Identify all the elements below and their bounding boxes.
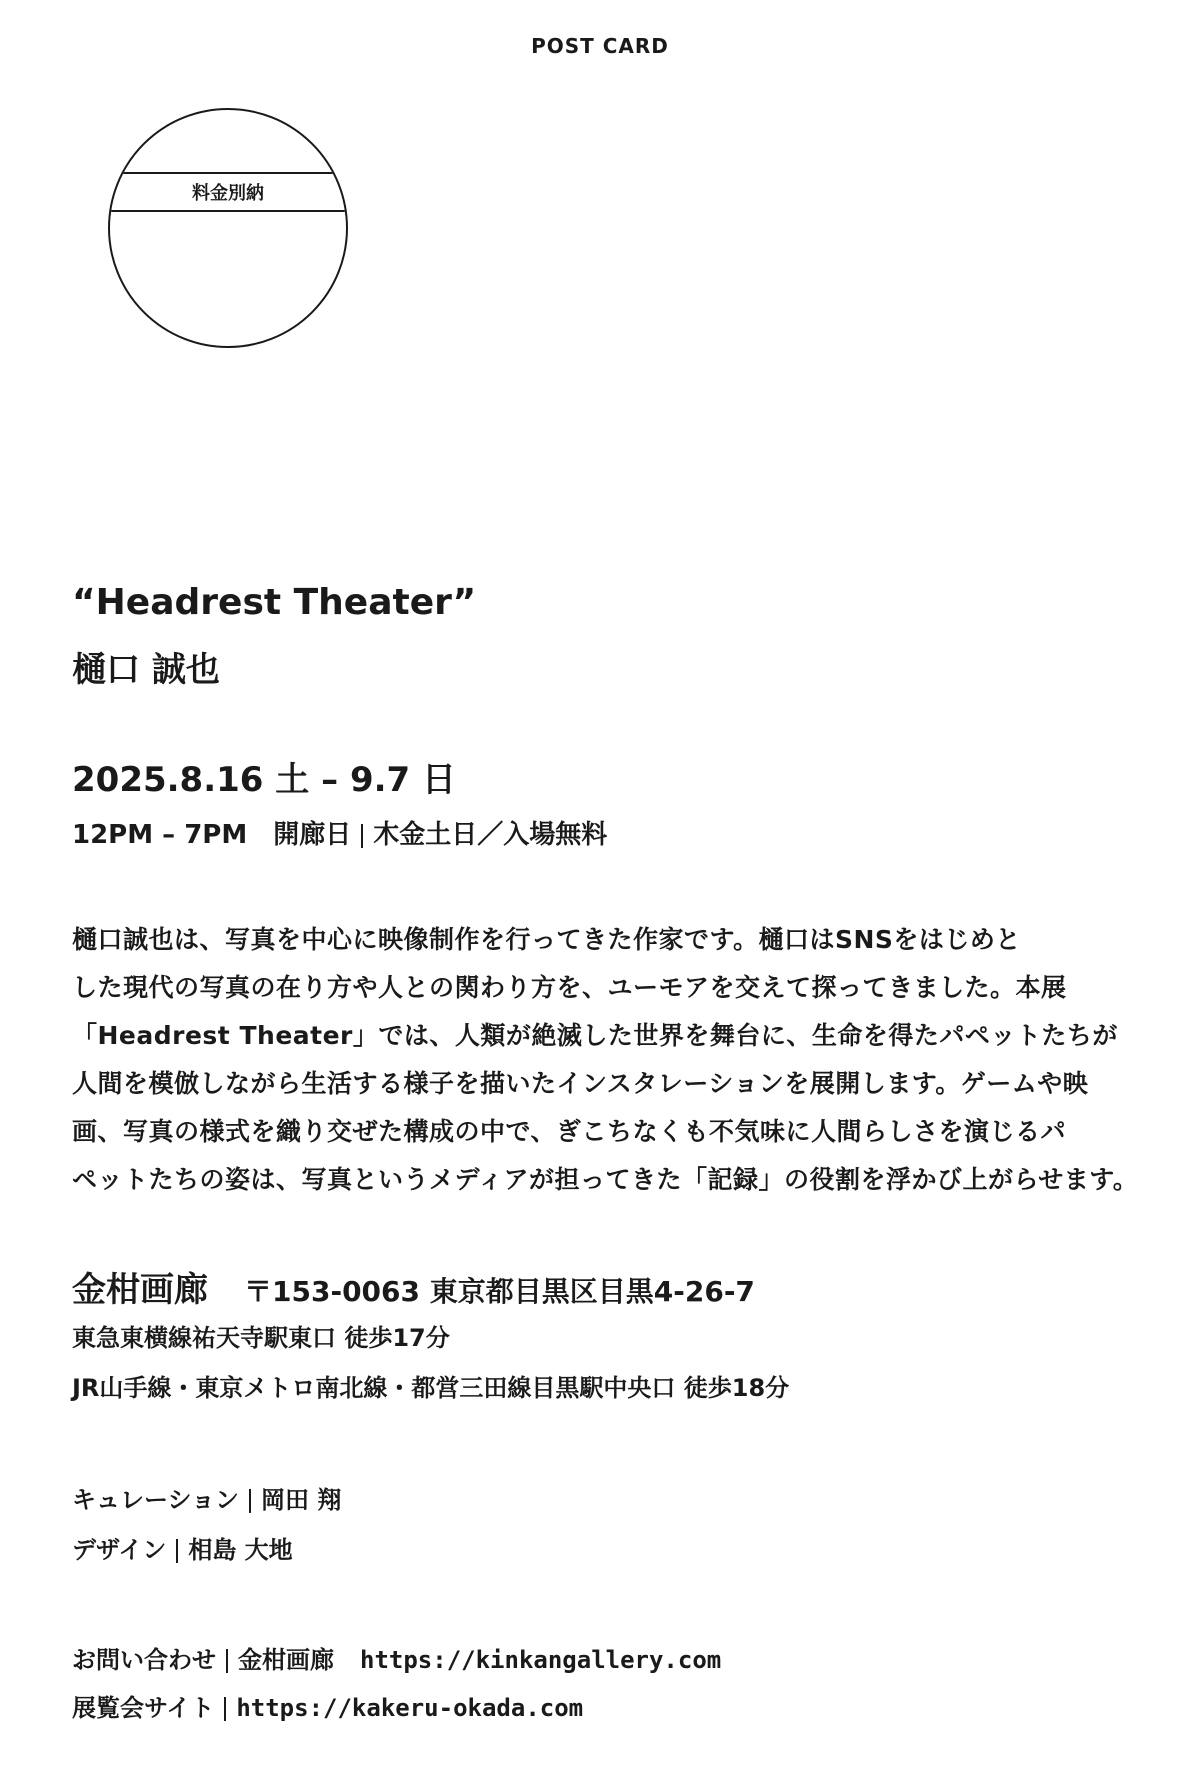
description-line: 人間を模倣しながら生活する様子を描いたインスタレーションを展開します。ゲームや映	[72, 1069, 1089, 1098]
separator	[176, 1539, 178, 1563]
curation-credit	[72, 1480, 341, 1515]
exhibition-title: “Headrest Theater”	[72, 582, 477, 623]
design-label: デザイン	[72, 1536, 167, 1564]
inquiry-label: お問い合わせ	[72, 1646, 216, 1674]
curation-name: 岡田 翔	[261, 1486, 342, 1514]
inquiry-contact	[72, 1640, 721, 1675]
design-name: 相島 大地	[188, 1536, 293, 1564]
design-credit	[72, 1530, 293, 1565]
separator	[361, 824, 363, 848]
access-directions-1: 東急東横線祐天寺駅東口 徒歩17分	[72, 1324, 450, 1352]
description-line: ペットたちの姿は、写真というメディアが担ってきた「記録」の役割を浮かび上がらせます。	[72, 1165, 1139, 1194]
opening-hours-line	[72, 814, 607, 851]
venue-line	[72, 1262, 755, 1311]
exhibition-description	[72, 916, 1142, 1204]
postage-paid-label: 料金別納	[110, 172, 346, 212]
venue-address: 〒153-0063 東京都目黒区目黒4-26-7	[244, 1275, 755, 1308]
site-label: 展覧会サイト	[72, 1694, 215, 1722]
description-line: した現代の写真の在り方や人との関わり方を、ユーモアを交えて探ってきました。本展	[72, 973, 1067, 1002]
opening-hours: 12PM – 7PM	[72, 820, 248, 850]
venue-name: 金柑画廊	[72, 1270, 208, 1310]
curation-label: キュレーション	[72, 1486, 240, 1514]
description-line: 樋口誠也は、写真を中心に映像制作を行ってきた作家です。樋口はSNSをはじめと	[72, 925, 1021, 954]
access-directions-2: JR山手線・東京メトロ南北線・都営三田線目黒駅中央口 徒歩18分	[72, 1374, 790, 1402]
postage-stamp-circle	[108, 108, 348, 348]
separator	[226, 1649, 228, 1673]
open-days-value: 木金土日／入場無料	[373, 820, 608, 850]
exhibition-site-contact	[72, 1688, 583, 1723]
artist-name: 樋口 誠也	[72, 650, 220, 690]
inquiry-name: 金柑画廊	[238, 1646, 334, 1674]
site-url-link[interactable]: https://kakeru-okada.com	[236, 1694, 584, 1722]
description-line: 「Headrest Theater」では、人類が絶滅した世界を舞台に、生命を得たパペットたちが	[72, 1021, 1118, 1050]
post-card-heading: POST CARD	[531, 34, 669, 58]
separator	[224, 1697, 226, 1721]
description-line: 画、写真の様式を織り交ぜた構成の中で、ぎこちなくも不気味に人間らしさを演じるパ	[72, 1117, 1067, 1146]
open-days-label: 開廊日	[273, 820, 352, 850]
separator	[249, 1489, 251, 1513]
exhibition-dates: 2025.8.16 土 – 9.7 日	[72, 760, 457, 800]
inquiry-url-link[interactable]: https://kinkangallery.com	[360, 1646, 722, 1674]
